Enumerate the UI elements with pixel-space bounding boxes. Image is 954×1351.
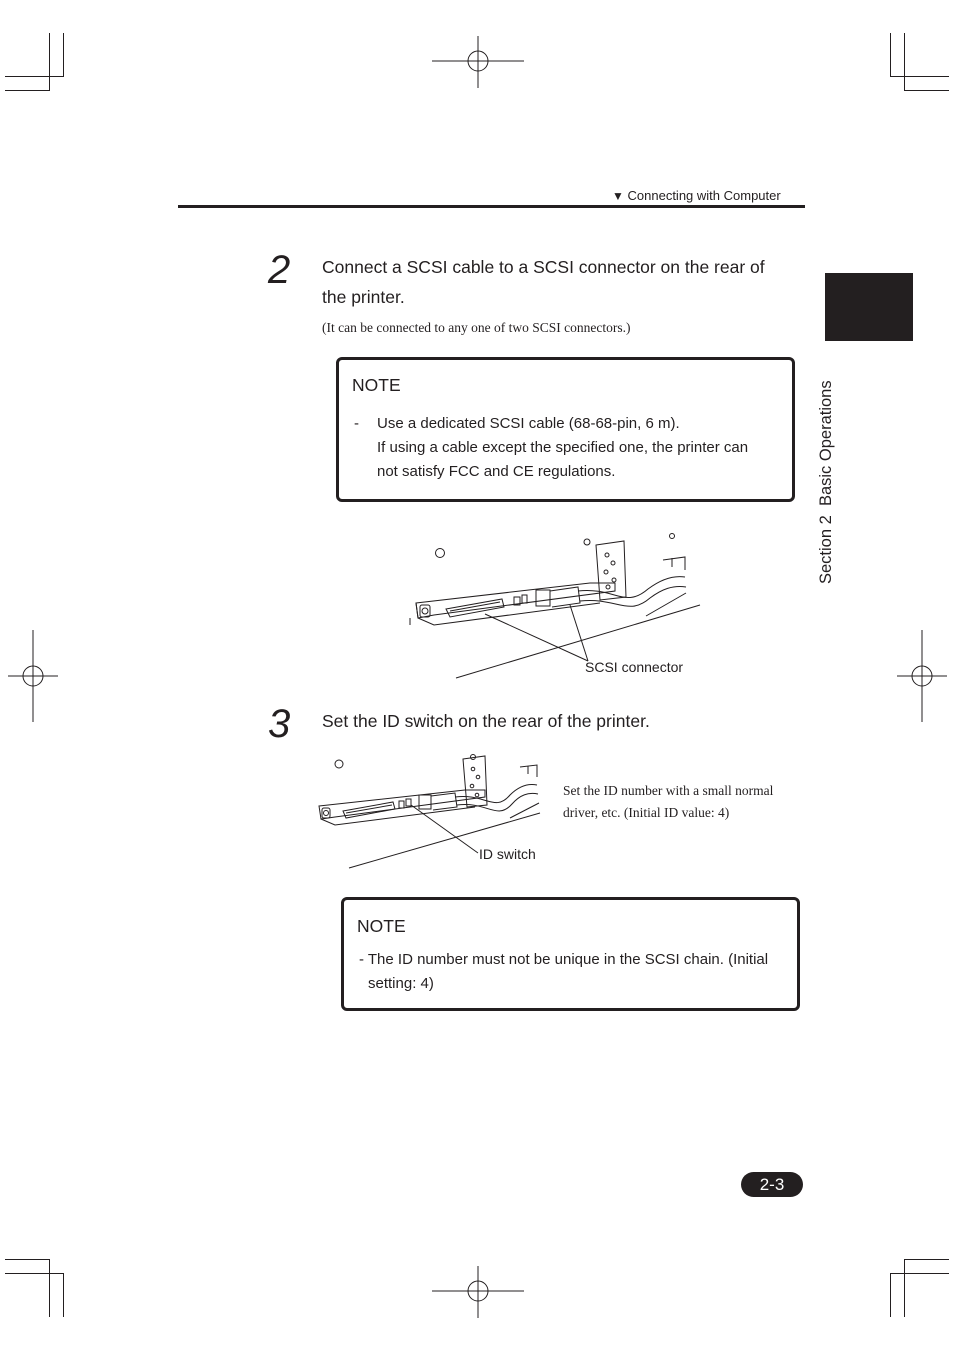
id-switch-callout: ID switch <box>479 846 536 862</box>
registration-target-top <box>432 36 524 88</box>
section-tab <box>825 273 913 341</box>
id-switch-description <box>563 780 803 824</box>
note-1-bullet: - <box>354 415 359 432</box>
step-3-instruction: Set the ID switch on the rear of the printer. <box>322 711 650 731</box>
step-2-instruction <box>322 252 812 312</box>
note-box-2 <box>341 897 800 1011</box>
section-side-label: Section 2 Basic Operations <box>817 380 835 584</box>
note-1-text <box>377 412 797 484</box>
down-triangle-icon: ▼ <box>612 189 624 203</box>
registration-target-bottom <box>432 1266 524 1318</box>
page-number-badge: 2-3 <box>741 1172 803 1197</box>
note-1-line-3: not satisfy FCC and CE regulations. <box>377 463 616 480</box>
registration-target-left <box>8 630 58 722</box>
step-3-number: 3 <box>268 702 291 746</box>
step-2-line-2: the printer. <box>322 287 405 307</box>
scsi-connector-callout: SCSI connector <box>585 659 684 675</box>
note-1-line-1: Use a dedicated SCSI cable (68-68-pin, 6 m). <box>377 415 680 432</box>
step-2-line-1: Connect a SCSI cable to a SCSI connector on the rear of <box>322 257 765 277</box>
note-2-line-1: - The ID number must not be unique in the SCSI chain. (Initial <box>359 951 769 968</box>
running-header <box>612 188 781 203</box>
note-1-line-2: If using a cable except the specified one, the printer can <box>377 439 749 456</box>
id-desc-line-2: driver, etc. (Initial ID value: 4) <box>563 805 730 820</box>
note-box-1 <box>336 357 795 502</box>
registration-target-right <box>897 630 947 722</box>
header-section-title: Connecting with Computer <box>627 188 781 203</box>
note-1-title: NOTE <box>352 375 401 395</box>
step-2-number: 2 <box>268 248 291 292</box>
id-desc-line-1: Set the ID number with a small normal <box>563 783 774 798</box>
note-2-line-2: setting: 4) <box>368 975 434 992</box>
note-2-title: NOTE <box>357 916 406 936</box>
step-2-subnote: (It can be connected to any one of two SCSI connectors.) <box>322 320 631 335</box>
header-rule <box>178 205 805 208</box>
note-2-text <box>359 948 799 996</box>
